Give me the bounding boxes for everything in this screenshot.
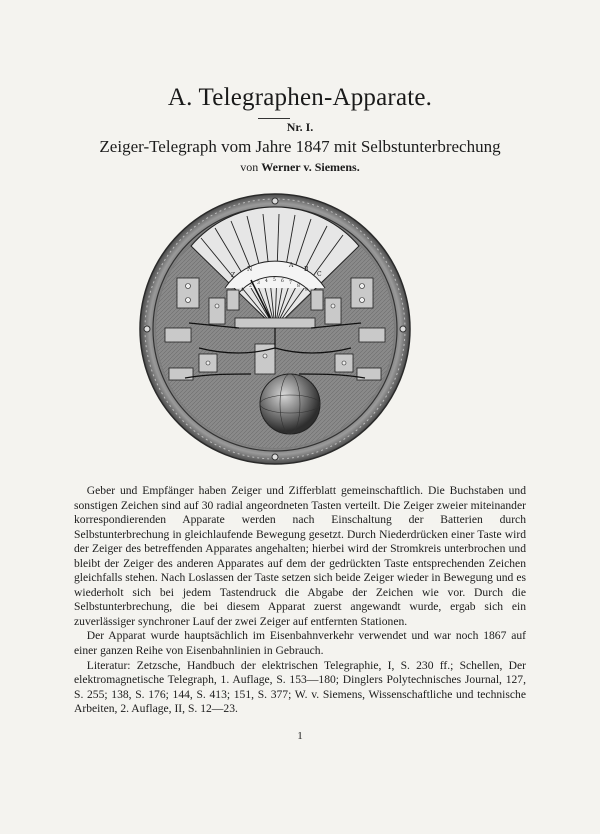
body-text	[74, 484, 526, 717]
item-subtitle: Zeiger-Telegraph vom Jahre 1847 mit Selbstunterbrechung	[99, 137, 501, 156]
svg-text:4: 4	[265, 279, 268, 284]
page-title: A. Telegraphen-Apparate.	[167, 84, 433, 111]
svg-text:7: 7	[289, 281, 292, 286]
svg-text:N: N	[247, 266, 253, 273]
byline	[0, 160, 600, 175]
globe-sphere	[260, 374, 320, 434]
svg-text:3: 3	[257, 281, 260, 286]
body-paragraph: Der Apparat wurde hauptsächlich im Eisenbahnverkehr verwendet und war noch 1867 auf einer ganzen Reihe von Eisenbahnlinien in Gebrauch.	[74, 629, 526, 658]
item-number: Nr. I.	[286, 120, 314, 134]
svg-text:5: 5	[273, 278, 276, 283]
literature-paragraph: Literatur: Zetzsche, Handbuch der elektrischen Telegraphie, I, S. 230 ff.; Schellen, Der elektromagnetische Telegraph, 1. Auflage, S. 153—180; Dinglers Polytechnisches Journal, 127, S. 255; 138, S. 176; 144, S. 413; 151, S. 377; W. v. Siemens, Wissenschaftliche und technische Arbeiten, 2. Auflage, II, S. 12—23.	[74, 658, 526, 716]
body-paragraph: Geber und Empfänger haben Zeiger und Zifferblatt gemeinschaftlich. Die Buchstaben und sonstigen Zeichen sind auf 30 radial angeordneten Tasten verteilt. Die Zeiger zweier miteinander korrespondierenden Apparate werden nach Einschaltung der Batterien durch Selbstunterbrechung in gleichlaufende Bewegung gesetzt. Durch Niederdrücken einer Taste wird der Zeiger des betreffenden Apparates angehalten; hierbei wird der Stromkreis unterbrochen und bleibt der Zeiger des anderen Apparates auf dem der gedrückten Taste entsprechenden Zeichen gleichfalls stehen. Nach Loslassen der Taste setzen sich beide Zeiger wieder in Bewegung und es wiederholt sich bei jedem Tastendruck die Abgabe der Zeichen wie vor. Durch die Selbstunterbrechung, die bei diesem Apparat zuerst angewandt wurde, ergab sich ein zuverlässiger synchroner Lauf der zwei Zeiger auf entfernten Stationen.	[74, 484, 526, 628]
svg-text:8: 8	[297, 284, 300, 289]
title-divider	[258, 118, 290, 119]
byline-prefix: von	[240, 160, 259, 174]
svg-text:1: 1	[241, 288, 244, 293]
svg-text:C: C	[317, 271, 322, 278]
svg-text:A: A	[289, 262, 294, 269]
page-number: 1	[297, 730, 303, 742]
telegraph-illustration	[139, 178, 411, 480]
svg-text:Z: Z	[231, 272, 236, 279]
svg-text:2: 2	[249, 284, 252, 289]
svg-text:B: B	[304, 266, 309, 273]
svg-text:9: 9	[305, 288, 308, 293]
inventor-name: Werner v. Siemens.	[261, 160, 360, 174]
svg-text:6: 6	[281, 279, 284, 284]
